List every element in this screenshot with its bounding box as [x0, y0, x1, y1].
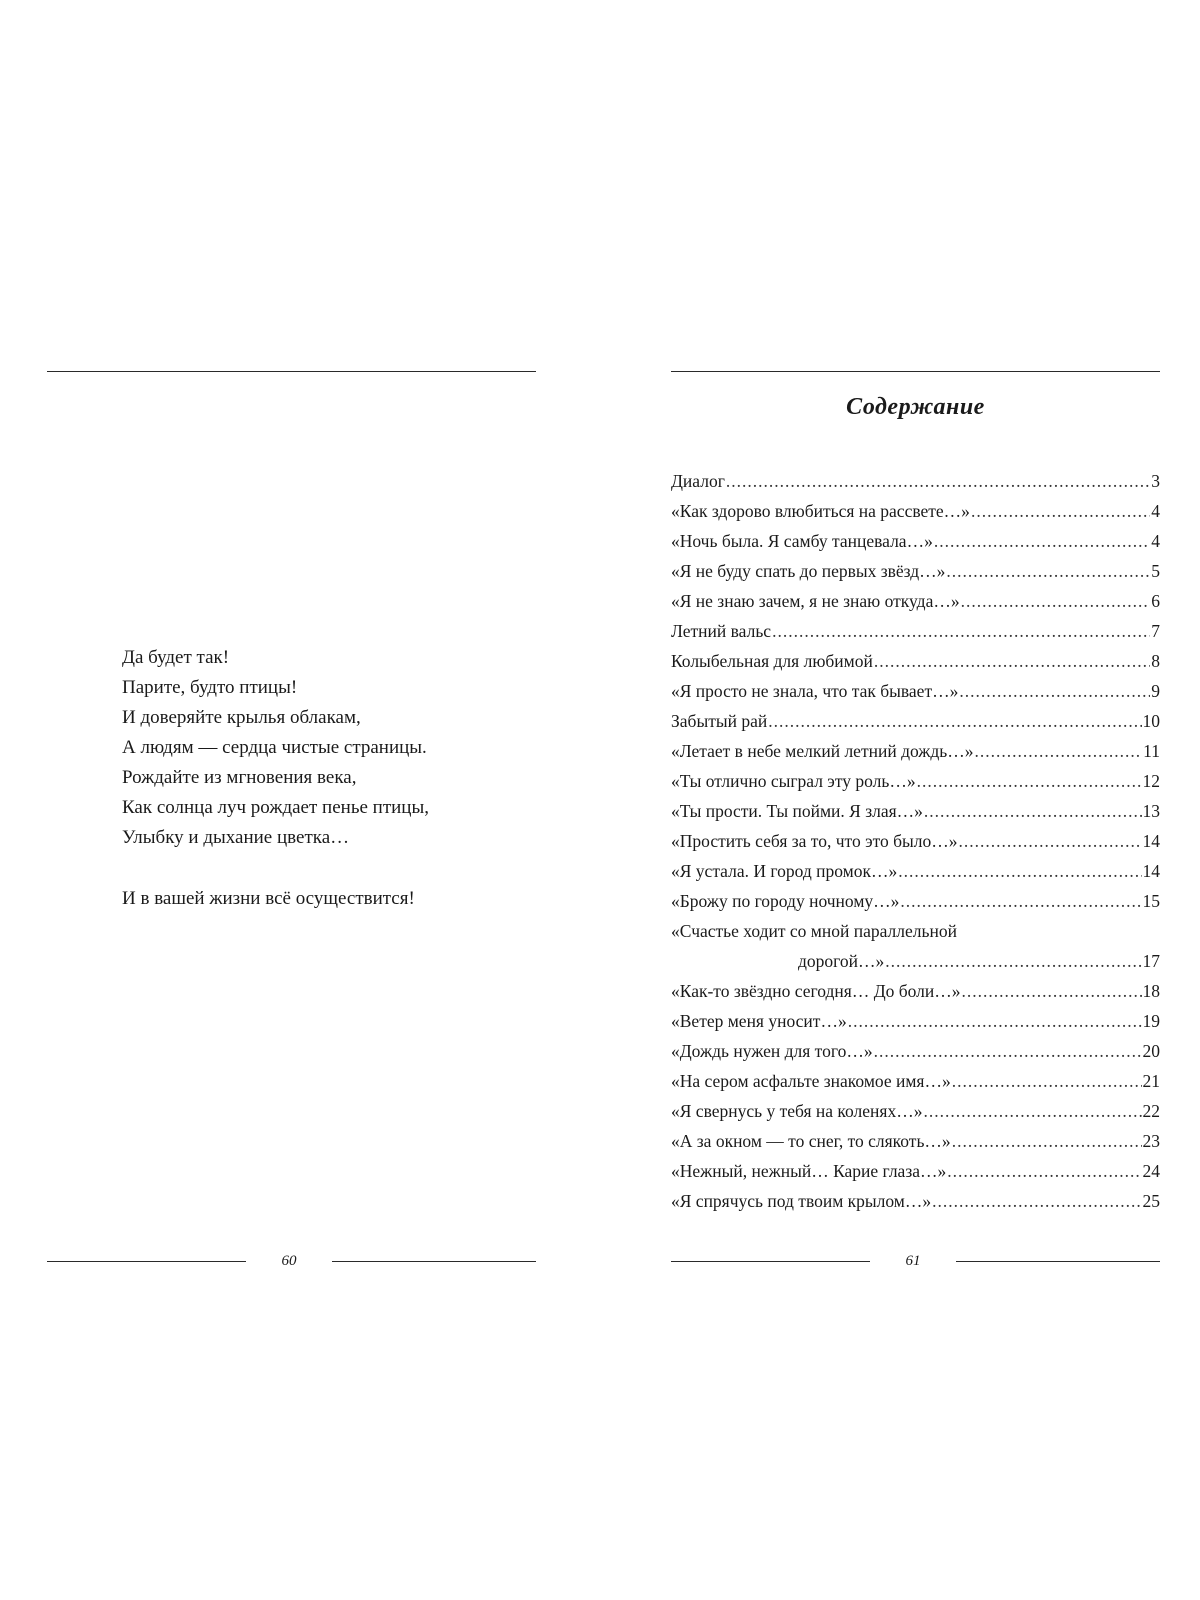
toc-dot-leader	[772, 616, 1150, 646]
toc-dot-leader	[959, 676, 1150, 706]
toc-entry	[671, 526, 1160, 556]
toc-dot-leader	[768, 706, 1141, 736]
toc-entry-page: 8	[1151, 651, 1160, 671]
toc-entry-page: 3	[1151, 471, 1160, 491]
footer-rule-right	[956, 1261, 1160, 1262]
toc-entry-title: Летний вальс	[671, 621, 772, 641]
toc-dot-leader	[726, 466, 1150, 496]
toc-entry-page: 18	[1142, 981, 1160, 1001]
poem-line: Парите, будто птицы!	[122, 677, 298, 698]
footer-rule-left	[671, 1261, 870, 1262]
toc-entry-title: «Нежный, нежный… Карие глаза…»	[671, 1161, 947, 1181]
toc-entry	[671, 856, 1160, 886]
toc-entry	[671, 676, 1160, 706]
toc-entry-title: «Я просто не знала, что так бывает…»	[671, 681, 959, 701]
toc-entry-page: 19	[1142, 1011, 1160, 1031]
toc-entry	[671, 1186, 1160, 1216]
toc-entry	[671, 1126, 1160, 1156]
toc-entry-page: 10	[1142, 711, 1160, 731]
right-page	[600, 0, 1200, 1600]
toc-entry-page: 7	[1151, 621, 1160, 641]
page-number: 60	[281, 1253, 297, 1269]
poem-line: И доверяйте крылья облакам,	[122, 707, 361, 728]
toc-dot-leader	[874, 1036, 1142, 1066]
poem-line: Да будет так!	[122, 647, 230, 668]
footer-rule-right	[332, 1261, 536, 1262]
toc-entry-title: «Я не буду спать до первых звёзд…»	[671, 561, 946, 581]
toc-entry-page: 4	[1151, 501, 1160, 521]
toc-entry-page: 13	[1142, 801, 1160, 821]
toc-entry	[671, 886, 1160, 916]
toc-entry-title: «На сером асфальте знакомое имя…»	[671, 1071, 951, 1091]
toc-entry	[671, 616, 1160, 646]
poem-line: Рождайте из мгновения века,	[122, 767, 357, 788]
page-number: 61	[905, 1253, 921, 1269]
toc-entry-page: 23	[1142, 1131, 1160, 1151]
toc-entry	[671, 1036, 1160, 1066]
toc-entry-page: 6	[1151, 591, 1160, 611]
page-footer	[671, 1246, 1160, 1276]
toc-entry	[671, 736, 1160, 766]
toc-entry-title: Забытый рай	[671, 711, 768, 731]
toc-entry-title: Диалог	[671, 471, 725, 491]
toc-dot-leader	[946, 556, 1150, 586]
toc-dot-leader	[848, 1006, 1142, 1036]
toc-entry-page: 22	[1142, 1101, 1160, 1121]
toc-dot-leader	[952, 1066, 1142, 1096]
toc-entry-title: «Я спрячусь под твоим крылом…»	[671, 1191, 932, 1211]
toc-entry-title: «Я не знаю зачем, я не знаю откуда…»	[671, 591, 960, 611]
toc-dot-leader	[962, 976, 1142, 1006]
poem-final-line: И в вашей жизни всё осуществится!	[122, 888, 415, 909]
toc-entry-title: «Ты прости. Ты пойми. Я злая…»	[671, 801, 923, 821]
toc-dot-leader	[917, 766, 1142, 796]
toc-dot-leader	[971, 496, 1150, 526]
toc-entry	[671, 496, 1160, 526]
toc-entry-title: «Я свернусь у тебя на коленях…»	[671, 1101, 923, 1121]
toc-entry-title: «Дождь нужен для того…»	[671, 1041, 873, 1061]
toc-entry	[671, 916, 1160, 946]
toc-entry-page: 21	[1142, 1071, 1160, 1091]
toc-entry	[671, 796, 1160, 826]
toc-entry	[671, 1096, 1160, 1126]
toc-dot-leader	[923, 1096, 1141, 1126]
toc-entry	[671, 556, 1160, 586]
toc-entry	[671, 1066, 1160, 1096]
toc-entry-page: 4	[1151, 531, 1160, 551]
toc-entry-title: «Ты отлично сыграл эту роль…»	[671, 771, 916, 791]
toc-entry	[671, 706, 1160, 736]
toc-dot-leader	[932, 1186, 1141, 1216]
toc-dot-leader	[947, 1156, 1141, 1186]
page-footer	[47, 1246, 536, 1276]
toc-entry	[671, 646, 1160, 676]
toc-entry-page: 17	[1142, 951, 1160, 971]
toc-title: Содержание	[846, 394, 985, 420]
top-rule	[671, 371, 1160, 372]
toc-entry-page: 9	[1151, 681, 1160, 701]
toc-entry-title: «Счастье ходит со мной параллельной	[671, 921, 957, 941]
table-of-contents	[671, 466, 1160, 1216]
toc-dot-leader	[934, 526, 1150, 556]
top-rule	[47, 371, 536, 372]
toc-entry-page: 25	[1142, 1191, 1160, 1211]
stanza-break	[122, 853, 562, 884]
toc-entry-page: 14	[1142, 831, 1160, 851]
toc-entry	[671, 466, 1160, 496]
toc-entry-page: 12	[1142, 771, 1160, 791]
toc-entry-title: «Ночь была. Я самбу танцевала…»	[671, 531, 933, 551]
toc-entry-title: Колыбельная для любимой	[671, 651, 873, 671]
toc-entry-page: 20	[1142, 1041, 1160, 1061]
poem	[122, 643, 562, 914]
toc-dot-leader	[900, 886, 1141, 916]
toc-entry-page: 11	[1143, 741, 1160, 761]
toc-dot-leader	[952, 1126, 1142, 1156]
toc-entry	[671, 946, 1160, 976]
toc-entry-title: «Брожу по городу ночному…»	[671, 891, 900, 911]
toc-dot-leader	[975, 736, 1143, 766]
toc-dot-leader	[898, 856, 1141, 886]
toc-dot-leader	[959, 826, 1142, 856]
toc-entry	[671, 766, 1160, 796]
toc-entry	[671, 1006, 1160, 1036]
toc-entry-page: 15	[1142, 891, 1160, 911]
toc-dot-leader	[961, 586, 1151, 616]
toc-dot-leader	[924, 796, 1142, 826]
footer-rule-left	[47, 1261, 246, 1262]
toc-entry-title: «Как-то звёздно сегодня… До боли…»	[671, 981, 961, 1001]
poem-line: А людям — сердца чистые страницы.	[122, 737, 427, 758]
toc-entry-page: 5	[1151, 561, 1160, 581]
toc-entry-page: 24	[1142, 1161, 1160, 1181]
toc-entry-page: 14	[1142, 861, 1160, 881]
toc-entry-title: дорогой…»	[798, 951, 885, 971]
toc-entry-title: «Ветер меня уносит…»	[671, 1011, 847, 1031]
toc-entry-title: «Я устала. И город промок…»	[671, 861, 898, 881]
toc-entry-title: «Как здорово влюбиться на рассвете…»	[671, 501, 970, 521]
toc-entry	[671, 1156, 1160, 1186]
toc-entry-title: «Летает в небе мелкий летний дождь…»	[671, 741, 974, 761]
toc-entry	[671, 586, 1160, 616]
poem-line: Улыбку и дыхание цветка…	[122, 827, 350, 848]
toc-dot-leader	[885, 946, 1141, 976]
toc-entry-title: «А за окном — то снег, то слякоть…»	[671, 1131, 951, 1151]
poem-line: Как солнца луч рождает пенье птицы,	[122, 797, 429, 818]
toc-dot-leader	[874, 646, 1150, 676]
toc-entry-title: «Простить себя за то, что это было…»	[671, 831, 958, 851]
toc-entry	[671, 976, 1160, 1006]
toc-entry	[671, 826, 1160, 856]
